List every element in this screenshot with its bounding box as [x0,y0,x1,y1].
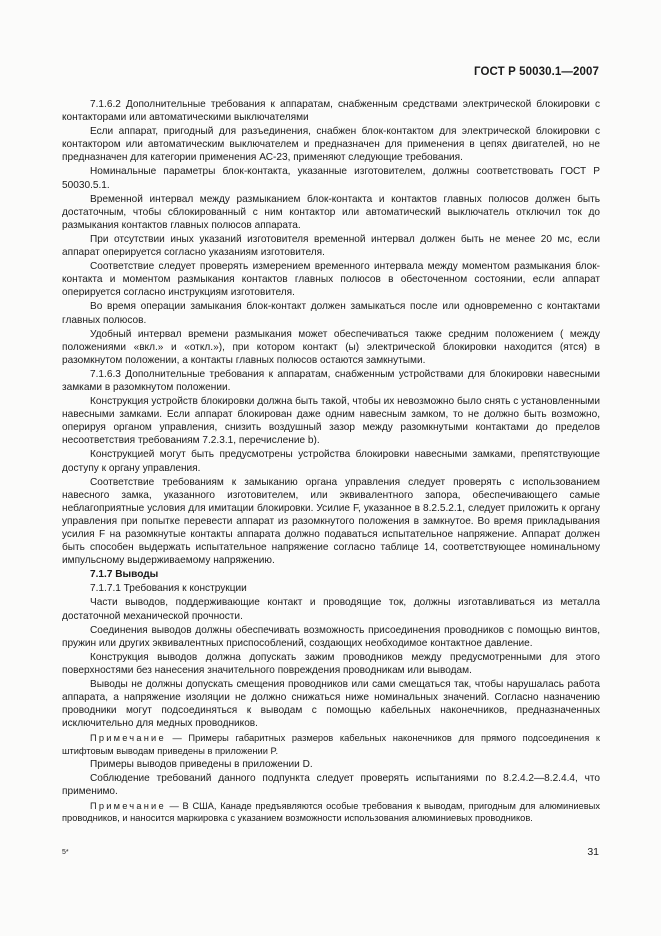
signature-mark: 5* [62,849,69,856]
standard-header: ГОСТ Р 50030.1—2007 [474,66,599,78]
paragraph: Номинальные параметры блок-контакта, указанные изготовителем, должны соответствовать ГОСТ Р 50030.5.1. [62,166,600,191]
paragraph: Выводы не должны допускать смещения проводников или сами смещаться так, чтобы нарушалась работа аппарата, а напряжение изоляции не должно снижаться ниже номинальных значений. Согласно назначению проводники могут подсоединяться к выводам с помощью кабельных наконечников, предназначенных исключительно для медных проводников. [62,679,600,730]
paragraph: Временной интервал между размыканием блок-контакта и контактов главных полюсов должен быть достаточным, чтобы сблокированный с ним контактор или автоматический выключатель отключил ток до размыкания контактов главных полюсов аппарата. [62,193,600,231]
paragraph: 7.1.6.2 Дополнительные требования к аппаратам, снабженным средствами электрической блокировки с контакторами или автоматическими выключателями [62,99,600,124]
note-text: — Примеры габаритных размеров кабельных наконечников для прямого подсоединения к штифтовым выводам приведены в приложении P. [62,733,600,756]
paragraph: Соблюдение требований данного подпункта следует проверять испытаниями по 8.2.4.2—8.2.4.4, что применимо. [62,772,600,797]
note-label: Примечание [90,733,166,744]
paragraph: 7.1.6.3 Дополнительные требования к аппаратам, снабженным устройствами для блокировки навесными замками в разомкнутом положении. [62,368,600,393]
note-label: Примечание [90,801,166,812]
paragraph: Если аппарат, пригодный для разъединения, снабжен блок-контактом для электрической блокировки с контактором или автоматическим выключателем и предназначен для применения в цепях двигателей, но не предназначен для категории применения АС-23, применяют следующие требования. [62,126,600,164]
paragraph: При отсутствии иных указаний изготовителя временной интервал должен быть не менее 20 мс, если аппарат оперируется согласно указаниям изготовителя. [62,233,600,259]
paragraph: Части выводов, поддерживающие контакт и проводящие ток, должны изготавливаться из металла достаточной механической прочности. [62,597,600,622]
note [62,800,600,824]
paragraph: Конструкция выводов должна допускать зажим проводников между предусмотренными для этого поверхностями без нанесения значительного повреждения проводникам или выводам. [62,651,600,676]
paragraph: Во время операции замыкания блок-контакт должен замыкаться после или одновременно с контактами главных полюсов. [62,301,600,326]
page-number: 31 [587,846,599,858]
paragraph: Конструкция устройств блокировки должна быть такой, чтобы их невозможно было снять с установленными навесными замками. Если аппарат блокирован даже одним навесным замком, то не должно быть возможно, оперируя органом управления, снизить воздушный зазор между разомкнутыми контактами до пределов несоответствия требованиям 7.2.3.1, перечисление b). [62,396,600,447]
paragraph: Конструкцией могут быть предусмотрены устройства блокировки навесными замками, препятствующие доступу к органу управления. [62,449,600,474]
document-body [62,98,600,826]
paragraph: Удобный интервал времени размыкания может обеспечиваться также средним положением ( между положениями «вкл.» и «откл.»), при котором контакт (ы) электрической блокировки находится (ятся) в разомкнутом положении, а контакты главных полюсов остаются замкнутыми. [62,328,600,366]
note [62,732,600,756]
paragraph: Соединения выводов должны обеспечивать возможность присоединения проводников с помощью винтов, пружин или других эквивалентных приспособлений, создающих необходимое контактное давление. [62,624,600,649]
section-heading: 7.1.7 Выводы [90,569,159,581]
subsection-heading: 7.1.7.1 Требования к конструкции [90,583,247,595]
paragraph: Примеры выводов приведены в приложении D. [90,758,313,770]
note-text: — В США, Канаде предъявляются особые требования к выводам, пригодным для алюминиевых проводников, и наносится маркировка с указанием возможности использования алюминиевых проводников. [62,801,600,824]
paragraph: Соответствие требованиям к замыканию органа управления следует проверять с использованием навесного замка, указанного изготовителем, или эквивалентного запора, обеспечивающего самые неблагоприятные условия для имитации блокировки. Усилие F, указанное в 8.2.5.2.1, следует приложить к органу управления при попытке перевести аппарат из разомкнутого положения в замкнутое. Во время прикладывания усилия F на разомкнутые контакты аппарата должно подаваться испытательное напряжение. Аппарат должен быть способен выдержать испытательное напряжение согласно таблице 14, соответствующее номинальному импульсному выдерживаемому напряжению. [62,476,600,567]
paragraph: Соответствие следует проверять измерением временного интервала между моментом размыкания блок-контакта и моментом размыкания контактов главных полюсов в обесточенном состоянии, если аппарат оперируется согласно инструкциям изготовителя. [62,261,600,299]
